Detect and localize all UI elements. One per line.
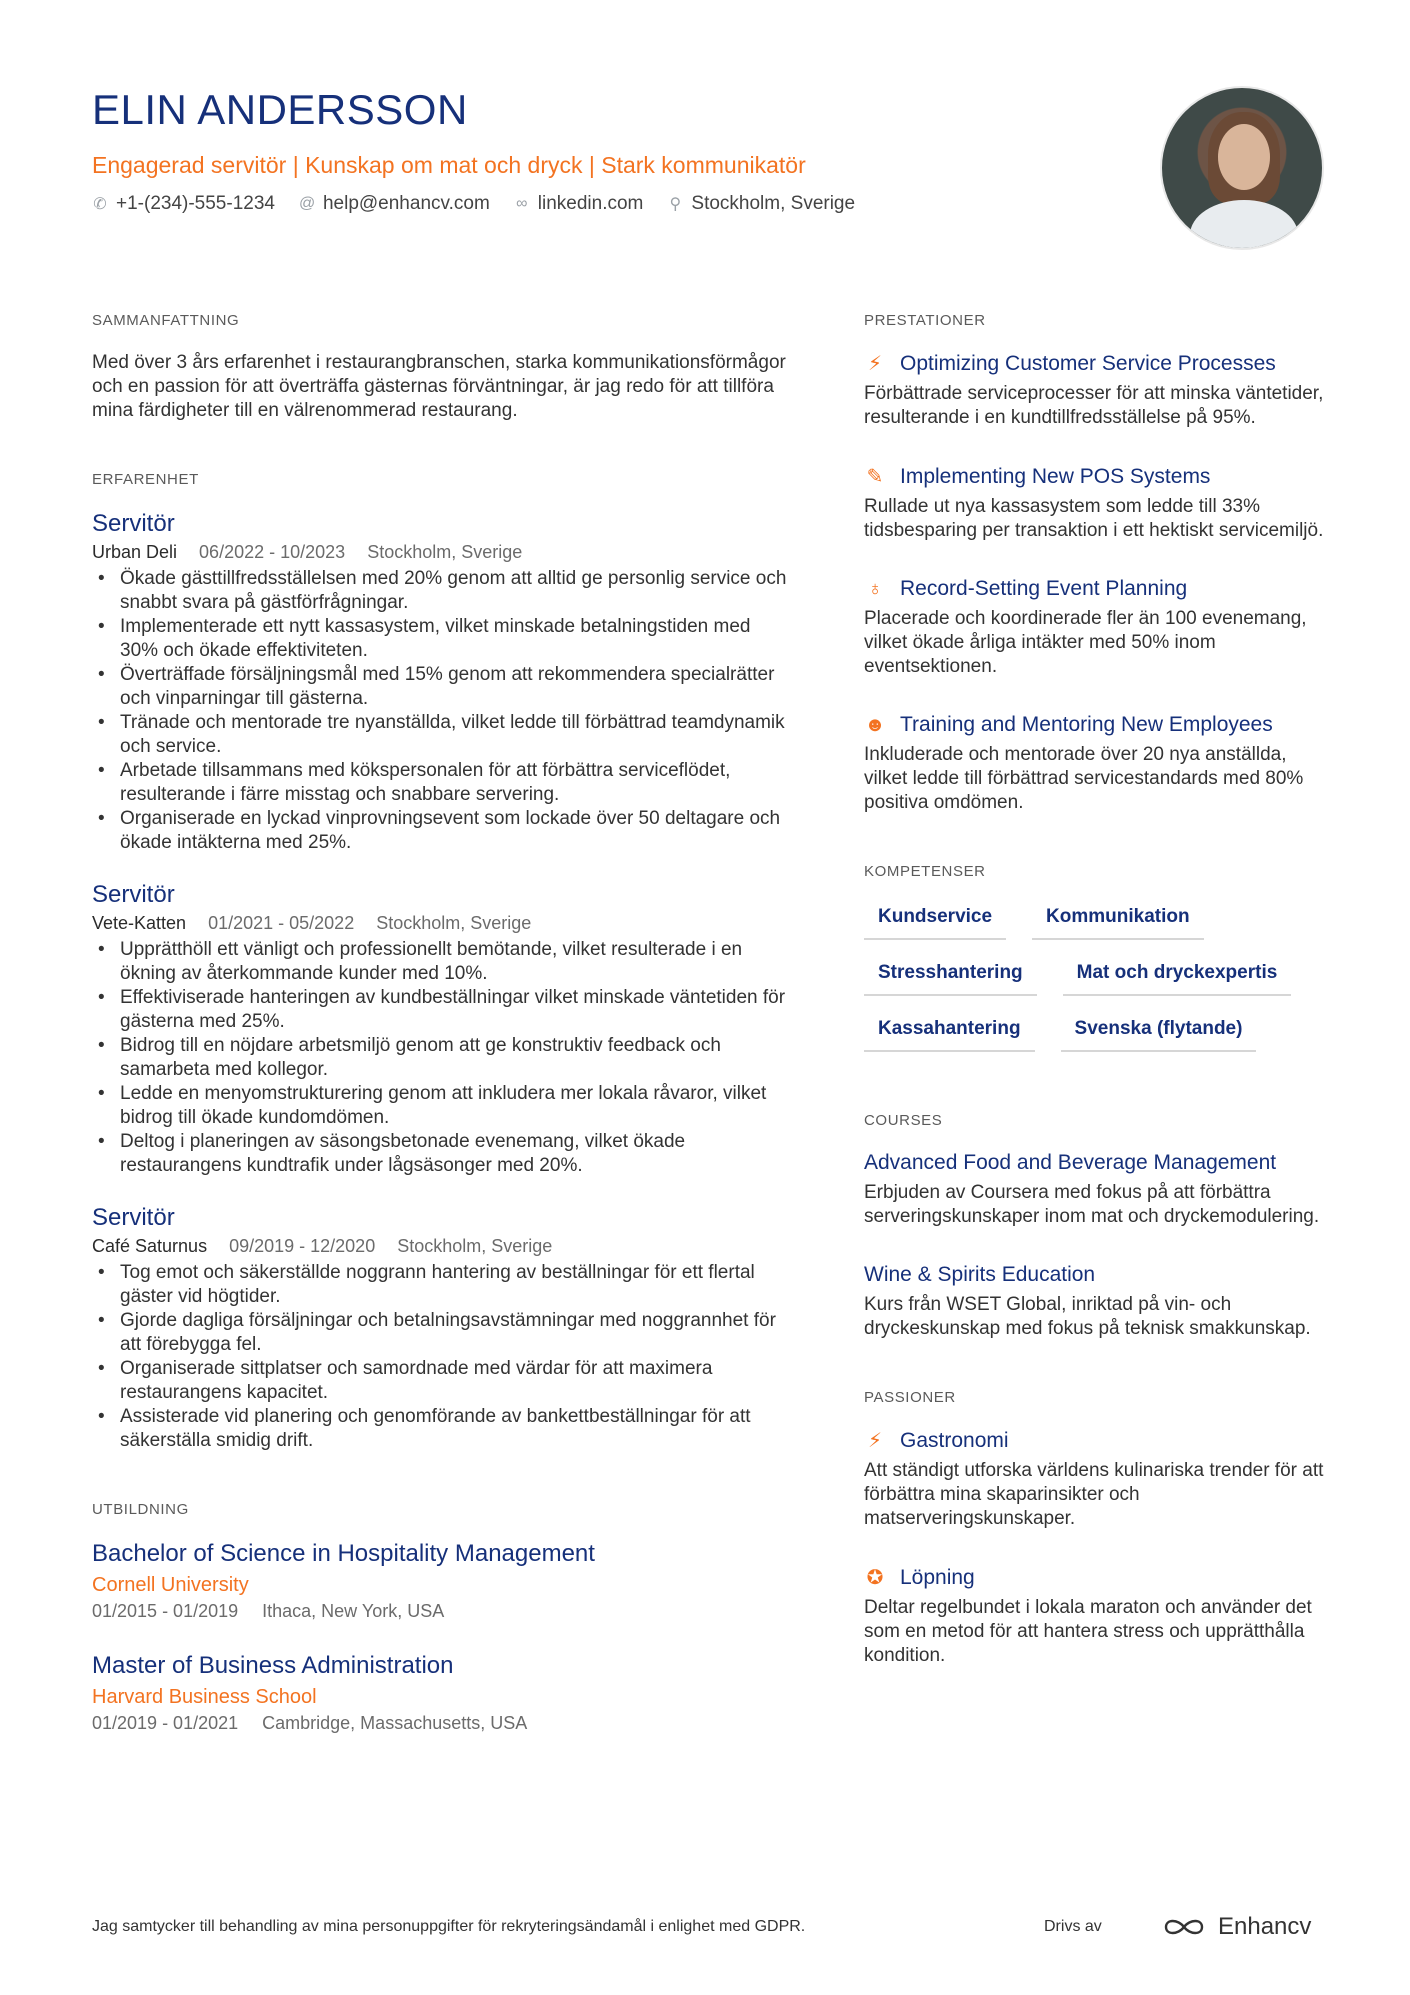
bullet-item: • Effektiviserade hanteringen av kundbeställningar vilket minskade väntetiden för gästerna med 25%.	[92, 986, 792, 1034]
left-column	[92, 312, 792, 1782]
bullet-item: • Ledde en menyomstrukturering genom att inkludera mer lokala råvaror, vilket bidrog till ökade kundomdömen.	[92, 1082, 792, 1130]
section-title: PASSIONER	[864, 1389, 956, 1406]
job-dates: 01/2021 - 05/2022	[208, 913, 355, 933]
section-title: KOMPETENSER	[864, 863, 986, 880]
bullet-item: • Tog emot och säkerställde noggrann hantering av beställningar för ett flertal gäster vid högtider.	[92, 1261, 792, 1309]
gdpr-consent: Jag samtycker till behandling av mina personuppgifter för rekryteringsändamål i enlighet med GDPR.	[92, 1918, 806, 1935]
location-icon: ⚲	[669, 196, 682, 213]
brand-logo[interactable]	[1162, 1913, 1311, 1941]
experience-section	[92, 471, 792, 1453]
bullet-item: • Implementerade ett nytt kassasystem, vilket minskade betalningstiden med 30% och ökade effektiviteten.	[92, 615, 792, 663]
job-entry	[92, 881, 792, 1178]
contact-item[interactable]	[514, 193, 644, 215]
contact-item[interactable]	[92, 193, 275, 215]
section-title: COURSES	[864, 1112, 943, 1129]
job-company: Café Saturnus	[92, 1236, 208, 1256]
course-description: Kurs från WSET Global, inriktad på vin- och dryckeskunskap med fokus på teknisk smakkunskap.	[864, 1294, 1311, 1339]
contact-text: help@enhancv.com	[322, 193, 490, 214]
right-column	[864, 312, 1324, 1716]
course-item	[864, 1263, 1324, 1341]
passion-list	[864, 1428, 1324, 1668]
education-section	[92, 1501, 792, 1734]
achievement-title: Optimizing Customer Service Processes	[900, 351, 1276, 375]
summary-section	[92, 312, 792, 423]
education-dates: 01/2019 - 01/2021	[92, 1713, 239, 1733]
achievement-header	[864, 713, 1324, 737]
skill-tag: Kassahantering	[864, 1014, 1035, 1052]
job-location: Stockholm, Sverige	[367, 542, 523, 562]
passion-item	[864, 1428, 1324, 1531]
contact-list	[92, 193, 1192, 215]
resume-header	[92, 86, 1192, 215]
passions-section	[864, 1389, 1324, 1668]
bullet-item: • Gjorde dagliga försäljningar och betalningsavstämningar med noggrannhet för att förebygga fel.	[92, 1309, 792, 1357]
section-title: ERFARENHET	[92, 471, 199, 488]
powered-by-label: Drivs av	[1044, 1918, 1102, 1935]
passion-title: Gastronomi	[900, 1428, 1009, 1452]
bullet-item: • Upprätthöll ett vänligt och professionellt bemötande, vilket resulterade i en ökning av återkommande kunder med 10%.	[92, 938, 792, 986]
skill-tag: Mat och dryckexpertis	[1063, 958, 1292, 996]
at-icon: @	[298, 195, 316, 212]
job-bullets	[92, 1261, 792, 1453]
course-title: Advanced Food and Beverage Management	[864, 1151, 1277, 1174]
ribbon-icon: ✪	[866, 1567, 884, 1589]
summary-text: Med över 3 års erfarenhet i restaurangbranschen, starka kommunikationsförmågor och en passion för att överträffa gästernas förväntningar, är jag redo för att tillföra mina färdigheter till en välrenommerad restaurang.	[92, 352, 786, 421]
achievement-description: Rullade ut nya kassasystem som ledde till 33% tidsbesparing per transaktion i ett hektiskt servicemiljö.	[864, 496, 1324, 541]
skills-section	[864, 863, 1324, 1052]
candidate-name: ELIN ANDERSSON	[92, 86, 468, 133]
skill-tag: Svenska (flytande)	[1061, 1014, 1257, 1052]
job-bullets	[92, 938, 792, 1178]
job-company: Urban Deli	[92, 542, 178, 562]
bullet-item: • Arbetade tillsammans med kökspersonalen för att förbättra serviceflödet, resulterande i färre misstag och snabbare servering.	[92, 759, 792, 807]
education-degree: Master of Business Administration	[92, 1652, 454, 1679]
achievement-description: Inkluderade och mentorade över 20 nya anställda, vilket ledde till förbättrad servicestandards med 80% positiva omdömen.	[864, 744, 1304, 813]
job-location: Stockholm, Sverige	[376, 913, 532, 933]
achievement-header	[864, 577, 1324, 601]
passion-title: Löpning	[900, 1565, 975, 1589]
passion-description: Att ständigt utforska världens kulinariska trender för att förbättra mina skaparinsikter och matserveringskunskaper.	[864, 1460, 1324, 1529]
bullet-item: • Bidrog till en nöjdare arbetsmiljö genom att ge konstruktiv feedback och samarbeta med kollegor.	[92, 1034, 792, 1082]
passion-header	[864, 1565, 1324, 1590]
job-title: Servitör	[92, 881, 175, 908]
contact-text: linkedin.com	[537, 193, 644, 214]
education-location: Ithaca, New York, USA	[262, 1601, 445, 1621]
job-title: Servitör	[92, 1204, 175, 1231]
job-meta	[92, 542, 792, 563]
lightning-icon: ⚡	[867, 1430, 883, 1452]
footer	[92, 1913, 1332, 1940]
education-school: Harvard Business School	[92, 1686, 317, 1708]
job-bullets	[92, 567, 792, 855]
skill-tag: Kommunikation	[1032, 902, 1204, 940]
bullet-item: • Ökade gästtillfredsställelsen med 20% genom att alltid ge personlig service och snabbt svara på gästförfrågningar.	[92, 567, 792, 615]
achievement-item	[864, 464, 1324, 543]
bullet-item: • Tränade och mentorade tre nyanställda, vilket ledde till förbättrad teamdynamik och service.	[92, 711, 792, 759]
education-degree: Bachelor of Science in Hospitality Management	[92, 1540, 595, 1567]
education-list	[92, 1540, 792, 1734]
job-title: Servitör	[92, 510, 175, 537]
courses-section	[864, 1112, 1324, 1341]
job-dates: 06/2022 - 10/2023	[199, 542, 346, 562]
passion-item	[864, 1565, 1324, 1668]
enhancv-logo-icon	[1162, 1915, 1208, 1939]
achievement-description: Förbättrade serviceprocesser för att minska väntetider, resulterande i en kundtillfredsställelse på 95%.	[864, 383, 1324, 428]
achievement-item	[864, 351, 1324, 430]
education-entry	[92, 1540, 792, 1622]
education-entry	[92, 1652, 792, 1734]
passion-description: Deltar regelbundet i lokala maraton och använder det som en metod för att hantera stress och upprätthålla kondition.	[864, 1597, 1312, 1666]
magic-wand-icon: ✎	[866, 466, 884, 488]
passion-header	[864, 1428, 1324, 1453]
education-meta	[92, 1713, 792, 1734]
head-icon: ☻	[864, 713, 886, 736]
job-entry	[92, 1204, 792, 1453]
bullet-item: • Assisterade vid planering och genomförande av bankettbeställningar för att säkerställa smidig drift.	[92, 1405, 792, 1453]
lightbulb-icon: ♁	[867, 577, 883, 600]
contact-item[interactable]	[667, 193, 855, 215]
education-dates: 01/2015 - 01/2019	[92, 1601, 239, 1621]
achievement-header	[864, 351, 1324, 376]
bullet-item: • Organiserade en lyckad vinprovningsevent som lockade över 50 deltagare och ökade intäkterna med 25%.	[92, 807, 792, 855]
job-company: Vete-Katten	[92, 913, 187, 933]
job-meta	[92, 1236, 792, 1257]
achievement-item	[864, 713, 1324, 815]
course-item	[864, 1151, 1324, 1229]
job-dates: 09/2019 - 12/2020	[229, 1236, 376, 1256]
course-description: Erbjuden av Coursera med fokus på att förbättra serveringskunskaper inom mat och dryckemodulering.	[864, 1182, 1320, 1227]
bullet-item: • Deltog i planeringen av säsongsbetonade evenemang, vilket ökade restaurangens kundtrafik under lågsäsonger med 20%.	[92, 1130, 792, 1178]
section-title: SAMMANFATTNING	[92, 312, 240, 329]
bullet-item: • Organiserade sittplatser och samordnade med värdar för att maximera restaurangens kapacitet.	[92, 1357, 792, 1405]
achievement-title: Training and Mentoring New Employees	[900, 713, 1273, 736]
achievement-list	[864, 351, 1324, 815]
education-location: Cambridge, Massachusetts, USA	[262, 1713, 528, 1733]
phone-icon: ✆	[93, 196, 107, 213]
job-list	[92, 510, 792, 1453]
contact-item[interactable]	[299, 193, 490, 215]
job-meta	[92, 913, 792, 934]
course-title: Wine & Spirits Education	[864, 1263, 1096, 1286]
candidate-tagline: Engagerad servitör | Kunskap om mat och dryck | Stark kommunikatör	[92, 152, 806, 178]
skill-list	[864, 902, 1324, 1052]
achievement-item	[864, 577, 1324, 679]
avatar	[1160, 86, 1324, 250]
section-title: PRESTATIONER	[864, 312, 986, 329]
job-location: Stockholm, Sverige	[397, 1236, 553, 1256]
education-school: Cornell University	[92, 1574, 249, 1596]
achievement-description: Placerade och koordinerade fler än 100 evenemang, vilket ökade årliga intäkter med 50% inom eventsektionen.	[864, 608, 1307, 677]
contact-text: +1-(234)-555-1234	[116, 193, 275, 214]
achievement-title: Implementing New POS Systems	[900, 464, 1211, 488]
achievement-title: Record-Setting Event Planning	[900, 577, 1188, 600]
education-meta	[92, 1601, 792, 1622]
skill-tag: Stresshantering	[864, 958, 1037, 996]
skill-tag: Kundservice	[864, 902, 1006, 940]
contact-text: Stockholm, Sverige	[691, 193, 856, 214]
achievements-section	[864, 312, 1324, 815]
section-title: UTBILDNING	[92, 1501, 189, 1518]
job-entry	[92, 510, 792, 855]
link-icon: ∞	[516, 195, 528, 212]
achievement-header	[864, 464, 1324, 489]
lightning-icon: ⚡	[867, 353, 883, 375]
course-list	[864, 1151, 1324, 1341]
bullet-item: • Överträffade försäljningsmål med 15% genom att rekommendera specialrätter och vinparningar till gästerna.	[92, 663, 792, 711]
brand-name: Enhancv	[1218, 1913, 1312, 1940]
